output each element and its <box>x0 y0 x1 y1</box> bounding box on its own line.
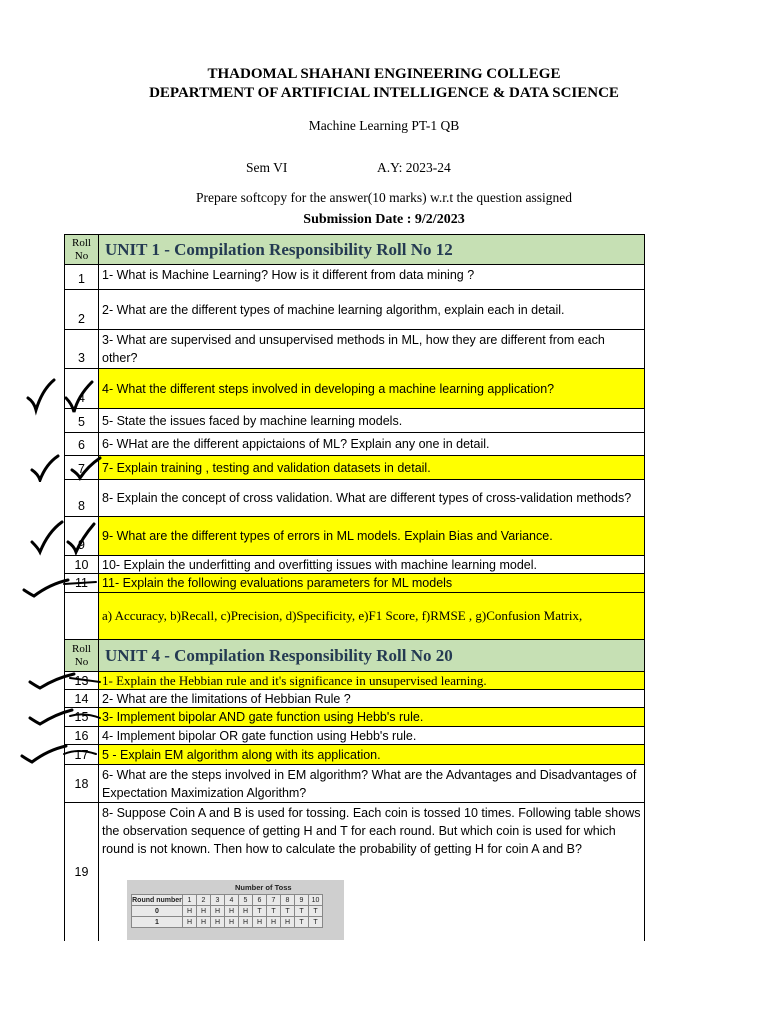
question-text: 6- WHat are the different appictaions of ML? Explain any one in detail. <box>102 437 490 451</box>
table-row <box>65 409 644 433</box>
question-text: a) Accuracy, b)Recall, c)Precision, d)Specificity, e)F1 Score, f)RMSE , g)Confusion Matrix, <box>99 593 644 639</box>
roll-no-header: Roll No <box>65 235 99 264</box>
round-number: 1 <box>132 917 183 928</box>
question-text: 1- What is Machine Learning? How is it different from data mining ? <box>102 268 475 282</box>
toss-col: 9 <box>295 895 309 906</box>
question-text: 9- What are the different types of errors in ML models. Explain Bias and Variance. <box>99 517 644 555</box>
round-number: 0 <box>132 906 183 917</box>
question-text: 4- What the different steps involved in developing a machine learning application? <box>99 369 644 408</box>
checkmark-icon <box>26 670 106 694</box>
question-text: 2- What are the different types of machine learning algorithm, explain each in detail. <box>102 302 565 317</box>
roll-number: 18 <box>65 765 99 802</box>
toss-value: H <box>197 906 211 917</box>
table-row <box>65 708 644 727</box>
toss-table-header <box>132 895 323 906</box>
toss-table-title: Number of Toss <box>235 883 292 892</box>
checkmark-icon <box>18 742 102 768</box>
toss-value: H <box>253 917 267 928</box>
toss-value: H <box>211 917 225 928</box>
college-name: THADOMAL SHAHANI ENGINEERING COLLEGE <box>207 66 561 82</box>
roll-number: 4 <box>65 369 99 408</box>
question-text: 8- Explain the concept of cross validation. What are different types of cross-validation methods? <box>102 491 632 505</box>
question-text: 3- What are supervised and unsupervised methods in ML, how they are different from each other? <box>102 333 605 365</box>
table-row <box>65 369 644 409</box>
question-text: 5 - Explain EM algorithm along with its application. <box>99 745 644 764</box>
roll-number: 11 <box>65 574 99 592</box>
table-row <box>65 290 644 330</box>
roll-number: 8 <box>65 480 99 516</box>
toss-value: T <box>309 917 323 928</box>
toss-value: T <box>309 906 323 917</box>
roll-no-header: Roll No <box>65 640 99 671</box>
semester: Sem VI <box>246 160 288 175</box>
roll-number: 15 <box>65 708 99 726</box>
table-row <box>65 593 644 640</box>
toss-col: 7 <box>267 895 281 906</box>
table-row <box>65 330 644 369</box>
table-row <box>65 574 644 593</box>
roll-number: 9 <box>65 517 99 555</box>
checkmark-icon <box>26 706 106 730</box>
round-number-header: Round number <box>132 896 182 904</box>
toss-value: T <box>281 906 295 917</box>
roll-number: 3 <box>65 330 99 368</box>
table-row <box>65 765 644 803</box>
toss-value: H <box>239 906 253 917</box>
question-text: 11- Explain the following evaluations parameters for ML models <box>99 574 644 592</box>
question-text: 8- Suppose Coin A and B is used for tossing. Each coin is tossed 10 times. Following table shows the observation sequence of getting H and T for each round. But which coin is used for which round is not known. Then how to calculate the probability of getting H for coin A and B? <box>102 806 641 856</box>
table-row <box>65 556 644 574</box>
question-text: 1- Explain the Hebbian rule and it's significance in unsupervised learning. <box>99 672 644 689</box>
toss-value: H <box>211 906 225 917</box>
toss-value: H <box>183 906 197 917</box>
table-row <box>65 265 644 290</box>
table-row <box>65 690 644 708</box>
toss-value: H <box>267 917 281 928</box>
toss-value: H <box>197 917 211 928</box>
table-row <box>65 480 644 517</box>
roll-number: 19 <box>65 803 99 941</box>
table-row <box>65 433 644 456</box>
toss-value: H <box>281 917 295 928</box>
toss-value: T <box>295 906 309 917</box>
roll-number: 6 <box>65 433 99 455</box>
department-name: DEPARTMENT OF ARTIFICIAL INTELLIGENCE & DATA SCIENCE <box>149 85 619 101</box>
roll-number: 16 <box>65 727 99 744</box>
toss-col: 3 <box>211 895 225 906</box>
toss-col: 6 <box>253 895 267 906</box>
question-text: 10- Explain the underfitting and overfitting issues with machine learning model. <box>102 557 537 572</box>
toss-row <box>132 917 323 928</box>
toss-value: H <box>225 917 239 928</box>
question-text: 4- Implement bipolar OR gate function using Hebb's rule. <box>102 728 417 743</box>
toss-value: T <box>253 906 267 917</box>
table-row <box>65 745 644 765</box>
submission-date: Submission Date : 9/2/2023 <box>303 212 465 227</box>
toss-table <box>131 894 323 928</box>
roll-number: 10 <box>65 556 99 573</box>
unit1-header-row <box>65 235 644 265</box>
question-text: 3- Implement bipolar AND gate function using Hebb's rule. <box>99 708 644 726</box>
question-text: 5- State the issues faced by machine learning models. <box>102 413 403 428</box>
roll-number: 17 <box>65 745 99 764</box>
toss-col: 10 <box>309 895 323 906</box>
question-text: 7- Explain training , testing and validation datasets in detail. <box>99 456 644 479</box>
toss-row <box>132 906 323 917</box>
unit4-title: UNIT 4 - Compilation Responsibility Roll No 20 <box>99 640 644 671</box>
roll-number: 2 <box>65 290 99 329</box>
roll-number: 5 <box>65 409 99 432</box>
roll-number: 13 <box>65 672 99 689</box>
subject-title: Machine Learning PT-1 QB <box>308 118 460 133</box>
toss-value: T <box>295 917 309 928</box>
toss-col: 8 <box>281 895 295 906</box>
toss-value: H <box>183 917 197 928</box>
toss-value: T <box>267 906 281 917</box>
toss-col: 4 <box>225 895 239 906</box>
toss-col: 1 <box>183 895 197 906</box>
checkmark-icon <box>28 452 108 482</box>
checkmark-icon <box>28 520 108 556</box>
table-row <box>65 456 644 480</box>
toss-col: 2 <box>197 895 211 906</box>
table-row <box>65 517 644 556</box>
table-row <box>65 672 644 690</box>
unit1-title: UNIT 1 - Compilation Responsibility Roll No 12 <box>99 235 644 264</box>
checkmark-icon <box>20 574 100 600</box>
roll-number: 14 <box>65 690 99 707</box>
toss-value: H <box>225 906 239 917</box>
toss-table-image <box>127 880 344 940</box>
checkmark-icon <box>20 376 100 416</box>
roll-number: 7 <box>65 456 99 479</box>
question-table <box>64 234 645 941</box>
academic-year: A.Y: 2023-24 <box>377 160 451 175</box>
unit4-header-row <box>65 640 644 672</box>
roll-number: 1 <box>65 265 99 289</box>
question-text: 2- What are the limitations of Hebbian Rule ? <box>102 691 351 706</box>
question-text: 6- What are the steps involved in EM algorithm? What are the Advantages and Disadvantages of Expectation Maximization Algorithm? <box>102 767 637 800</box>
table-row <box>65 727 644 745</box>
instruction-text: Prepare softcopy for the answer(10 marks) w.r.t the question assigned <box>196 190 572 205</box>
toss-col: 5 <box>239 895 253 906</box>
toss-value: H <box>239 917 253 928</box>
